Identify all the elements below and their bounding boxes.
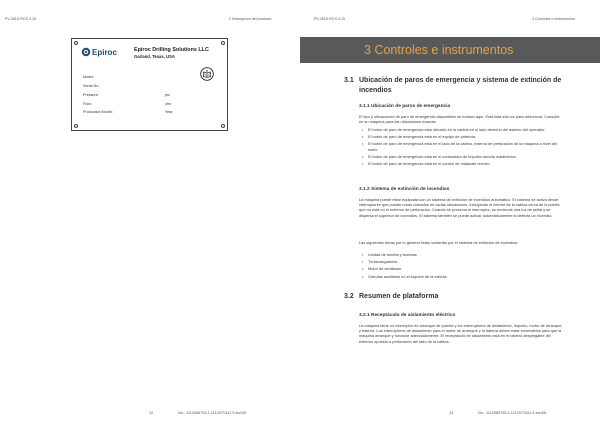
nameplate [71,38,228,131]
model-label: Model: [83,75,95,79]
section-3-1-1-intro: El tipo y ubicaciones de paro de emergencia disponibles se indican aquí. Esta lista sólo es para referencia. Consulte en su máquina para las ubicaciones exactas. [359,114,560,125]
production-month-label: Production Month: [83,110,113,114]
year-label: Year: [165,110,174,114]
nameplate-location: Garland, Texas, USA [134,54,175,59]
screw-top-left [74,41,78,45]
list-item: • El botón de paro de emergencia está en el controlador de impulso remoto inalámbrico. [359,154,564,159]
section-3-1-heading [344,76,564,96]
list-item: • Motor de ventilador [359,266,564,271]
chapter-number: 3 [364,43,371,57]
list-item: • El botón de paro de emergencia está en el control de malacate remoto. [359,161,564,166]
section-3-2-title: Resumen de plataforma [359,293,439,300]
flow-unit: cfm [165,102,171,106]
right-header-section: 3 Controles e instrumentos [532,17,575,21]
section-3-1-2-paragraph-2: Las siguientes áreas por lo general están cubiertas por el sistema de extinción de incendios: [359,240,519,245]
section-3-1-title: Ubicación de paros de emergencia y sistema de extinción de incendios [359,77,562,94]
section-3-1-1-heading: 3.1.1 Ubicación de paros de emergencia [359,104,451,109]
list-item: • El botón de paro de emergencia está en el lado de la cabina, externa de perforación de la máquina a nivel del suelo. [359,141,564,151]
pressure-label: Pressure: [83,93,99,97]
chapter-title [364,43,513,57]
section-3-1-2-paragraph-1: La máquina puede estar equipada con un sistema de extinción de incendios automático. El sistema se activa desde interruptores que pueden estar ubicados en varias ubicaciones, incluyendo el interior de la cabina cerca de la puerta que no está en el extremo de perforación. Cuando se presiona el interruptor, se enciende una luz de señal y se dispersa el supresor de incendios. El sistema también se puede activar automáticamente si detecta un incendio. [359,197,560,218]
nameplate-company: Epiroc Drilling Solutions LLC [134,47,209,53]
right-doc-number: No.: 1112985755.1.1112971341 9-es/4/6 [478,411,547,415]
left-doc-number: No.: 1112985755.1.1112971341 9-es/4/6 [178,411,247,415]
left-header-doc: PV-351D RCS 4.15 [5,17,36,21]
logo-text: Epiroc [92,48,117,57]
epiroc-logo-icon [81,47,121,57]
section-3-2-heading [344,292,564,302]
right-page [300,0,600,424]
list-item: • Unidad de bomba y bombas [359,252,564,257]
left-page-number: 12 [149,411,154,415]
serial-label: Serial No.: [83,84,101,88]
right-header-doc: PV-351D RCS 4.15 [314,17,345,21]
left-header-section: 2 Descripción del producto [229,17,272,21]
open-book-manual-icon [200,67,214,81]
section-3-2-1-heading: 3.2.1 Receptáculo de aislamiento eléctrico [359,313,456,318]
list-item: • El botón de paro de emergencia está ubicado en la cabina en el lado derecho del asiento del operador. [359,127,564,132]
emergency-stop-list [359,127,564,168]
screw-bottom-right [221,124,225,128]
section-3-2-number: 3.2 [344,293,354,300]
list-item: • Turbocargadores [359,259,564,264]
right-page-number: 13 [449,411,454,415]
section-3-1-number: 3.1 [344,77,354,84]
screw-bottom-left [74,124,78,128]
pressure-unit: psi [165,93,170,97]
flow-label: Flow: [83,102,92,106]
fire-suppression-areas-list [359,252,564,281]
list-item: • El botón de paro de emergencia está en el equipo de potencia. [359,134,564,139]
chapter-title-text: Controles e instrumentos [374,43,514,57]
screw-top-right [221,41,225,45]
section-3-1-2-heading: 3.1.2 Sistema de extinción de incendios [359,187,450,192]
list-item: • Válvulas auxiliares en el soporte de la válvula [359,274,564,279]
section-3-2-1-paragraph: La máquina tiene un interruptor de arranque de puente y los interruptores de aislamiento, impulso, motor de arranque, y batería. Los interruptores de aislamiento para el motor de arranque y la batería deben estar encendidos para que la máquina arranque y funcione adecuadamente. El receptáculo de aislamiento está en el tablero desplegable del extremo opuesto a perforación del lado de la cabina. [359,323,563,344]
